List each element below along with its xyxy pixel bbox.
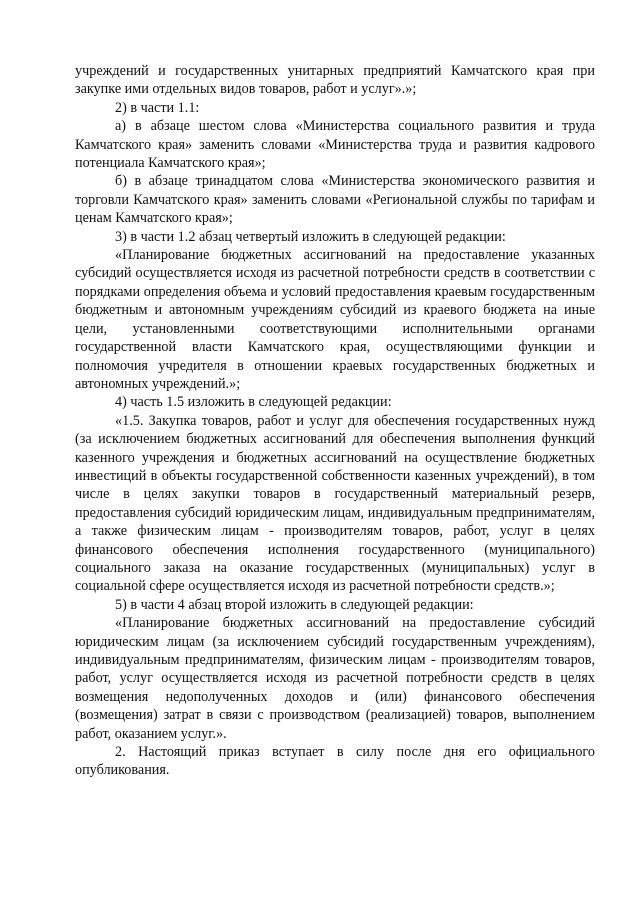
paragraph-9: 5) в части 4 абзац второй изложить в следующей редакции:	[115, 596, 474, 613]
paragraph-2: 2) в части 1.1:	[115, 99, 200, 116]
paragraph-3: а) в абзаце шестом слова «Министерства социального развития и труда Камчатского края» заменить словами «Министерства труда и развития кадрового потенциала Камчатского края»;	[75, 118, 595, 172]
paragraph-10: «Планирование бюджетных ассигнований на предоставление субсидий юридическим лицам (за исключением субсидий государственным учреждениям), индивидуальным предпринимателям, физическим лицам - производителям товаров, работ, услуг осуществляется исходя из расчетной потребности средств в целях возмещения недополученных доходов и (или) финансового обеспечения (возмещения) затрат в связи с производством (реализацией) товаров, выполнением работ, оказанием услуг.».	[75, 615, 595, 742]
paragraph-1: учреждений и государственных унитарных предприятий Камчатского края при закупке ими отдельных видов товаров, работ и услуг».»;	[75, 63, 595, 98]
paragraph-6: «Планирование бюджетных ассигнований на предоставление указанных субсидий осуществляется исходя из расчетной потребности средств в соответствии с порядками определения объема и условий предоставления краевым государственным бюджетным и автономным учреждениям субсидий из краевого бюджета на иные цели, установленными соответствующими исполнительными органами государственной власти Камчатского края, осуществляющими функции и полномочия учредителя в отношении краевых государственных бюджетных и автономных учреждений.»;	[75, 247, 595, 392]
paragraph-11: 2. Настоящий приказ вступает в силу после дня его официального опубликования.	[75, 744, 595, 779]
paragraph-5: 3) в части 1.2 абзац четвертый изложить в следующей редакции:	[115, 228, 506, 245]
document-page	[75, 62, 595, 780]
paragraph-4: б) в абзаце тринадцатом слова «Министерства экономического развития и торговли Камчатского края» заменить словами «Региональной службы по тарифам и ценам Камчатского края»;	[75, 173, 595, 227]
paragraph-8: «1.5. Закупка товаров, работ и услуг для обеспечения государственных нужд (за исключением бюджетных ассигнований для обеспечения выполнения функций казенного учреждения и бюджетных ассигнований на осуществление бюджетных инвестиций в объекты государственной собственности казенных учреждений), в том числе в целях закупки товаров в государственный материальный резерв, предоставления субсидий юридическим лицам, индивидуальным предпринимателям, а также физическим лицам - производителям товаров, работ, услуг в целях финансового обеспечения исполнения государственного (муниципального) социального заказа на оказание государственных (муниципальных) услуг в социальной сфере осуществляется исходя из расчетной потребности средств.»;	[75, 412, 595, 595]
paragraph-7: 4) часть 1.5 изложить в следующей редакции:	[115, 394, 392, 411]
